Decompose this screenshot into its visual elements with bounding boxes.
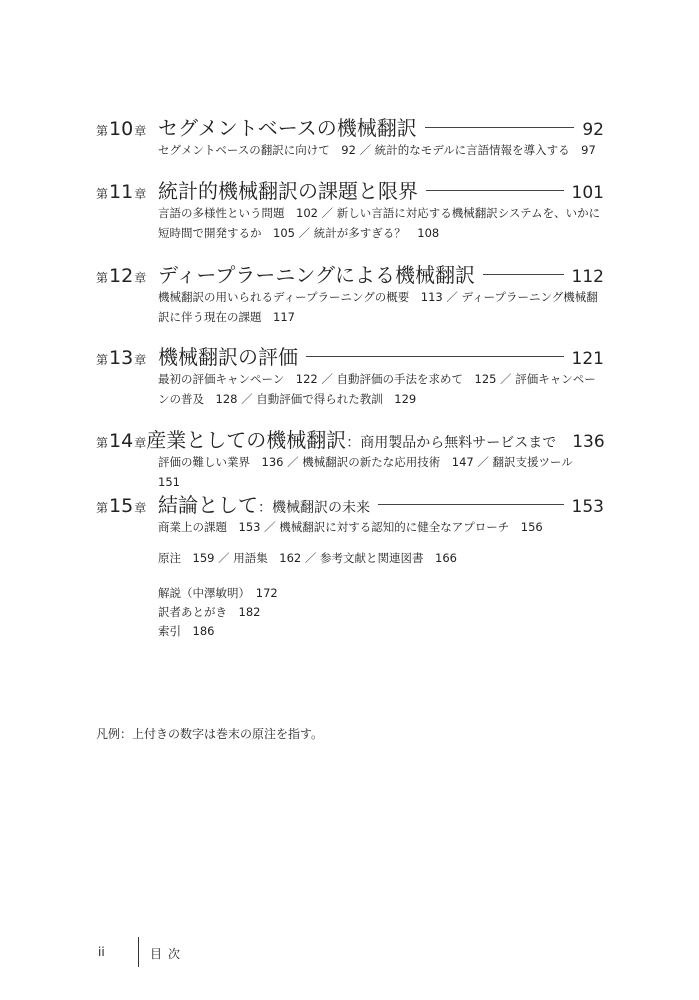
chapter-label: 第15章 (96, 495, 147, 517)
chapter-page: 121 (571, 349, 604, 369)
chapter-title: 機械翻訳の評価 (158, 345, 298, 369)
chapter-title: セグメントベースの機械翻訳 (158, 116, 417, 140)
page-number: ii (98, 945, 105, 959)
chapter-13 (96, 341, 604, 409)
leader-line (306, 356, 564, 357)
chapter-label: 第11章 (96, 181, 147, 203)
leader-line (425, 127, 575, 128)
chapter-label: 第12章 (96, 265, 147, 287)
chapter-sections: 商業上の課題 153 ／ 機械翻訳に対する認知的に健全なアプローチ 156 (158, 520, 543, 534)
index-entry: 索引 186 (158, 624, 215, 638)
commentary-entry: 解説（中澤敏明） 172 (158, 586, 278, 600)
footer-divider (138, 937, 139, 967)
chapter-title: 結論として (158, 493, 258, 517)
chapter-title: 統計的機械翻訳の課題と限界 (158, 179, 418, 203)
chapter-sections: 機械翻訳の用いられるディープラーニングの概要 113 ／ ディープラーニング機械翻訳に伴う現在の課題 117 (158, 290, 598, 324)
leader-line (426, 190, 564, 191)
chapter-sections: 言語の多様性という問題 102 ／ 新しい言語に対応する機械翻訳システムを、いかに短時間で開発するか 105 ／ 統計が多すぎる？ 108 (158, 206, 601, 240)
chapter-11 (96, 175, 604, 243)
chapter-page: 101 (571, 183, 604, 203)
chapter-sections: 評価の難しい業界 136 ／ 機械翻訳の新たな応用技術 147 ／ 翻訳支援ツール 151 (158, 455, 585, 489)
chapter-12 (96, 259, 604, 327)
chapter-10 (96, 112, 604, 160)
chapter-subtitle: ：商用製品から無料サービスまで (346, 435, 557, 451)
leader-line (483, 274, 564, 275)
chapter-title: 産業としての機械翻訳 (146, 428, 347, 452)
chapter-page: 92 (582, 120, 604, 140)
chapter-title: ディープラーニングによる機械翻訳 (158, 263, 475, 287)
chapter-label: 第13章 (96, 347, 147, 369)
chapter-sections: セグメントベースの翻訳に向けて 92 ／ 統計的なモデルに言語情報を導入する 97 (158, 143, 596, 157)
chapter-label: 第10章 (96, 118, 147, 140)
chapter-page: 153 (571, 497, 604, 517)
running-title: 目次 (150, 947, 187, 961)
chapter-label: 第14章 (96, 430, 147, 452)
notes-line: 原注 159 ／ 用語集 162 ／ 参考文献と関連図書 166 (158, 551, 457, 565)
legend-note: 凡例：上付きの数字は巻末の原注を指す。 (96, 727, 324, 741)
chapter-sections: 最初の評価キャンペーン 122 ／ 自動評価の手法を求めて 125 ／ 評価キャンペーンの普及 128 ／ 自動評価で得られた教訓 129 (158, 372, 596, 406)
chapter-page: 136 (572, 432, 605, 452)
chapter-page: 112 (571, 267, 604, 287)
chapter-15 (96, 489, 604, 537)
chapter-14 (96, 424, 604, 492)
chapter-subtitle: ：機械翻訳の未来 (258, 500, 370, 516)
afterword-entry: 訳者あとがき 182 (158, 605, 261, 619)
leader-line (378, 504, 564, 505)
